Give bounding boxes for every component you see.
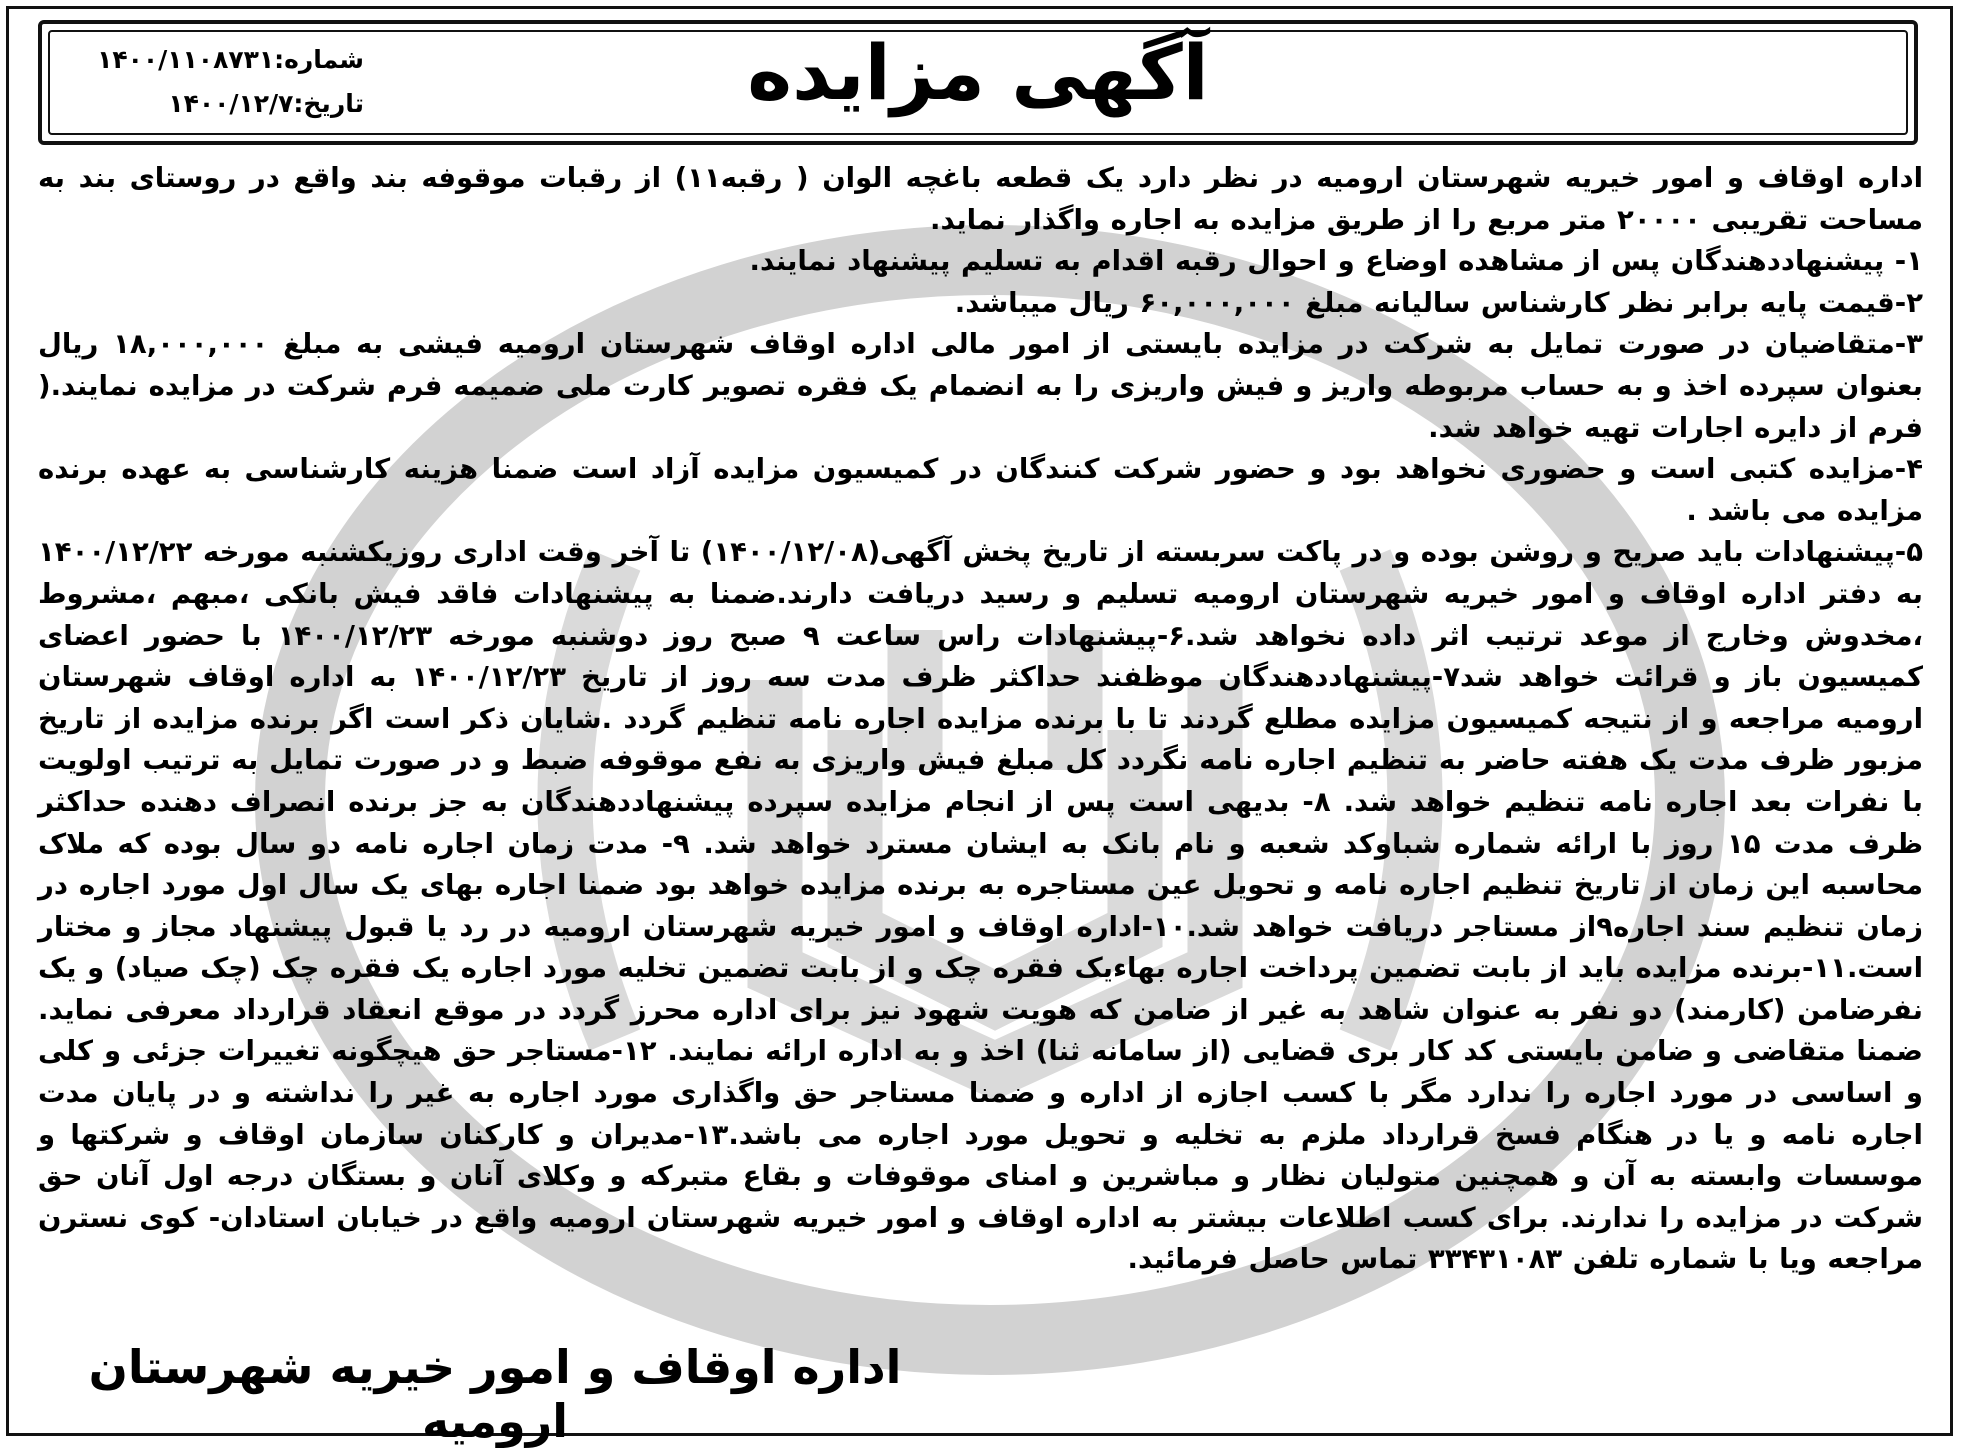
paragraph-2: ۲-قیمت پایه برابر نظر کارشناس سالیانه مبلغ ۶۰,۰۰۰,۰۰۰ ریال میباشد. [954, 286, 1923, 319]
paragraph-intro: اداره اوقاف و امور خیریه شهرستان ارومیه در نظر دارد یک قطعه باغچه الوان ( رقبه۱۱) از رقبات موقوفه بند واقع در روستای بند به مساحت تقریبی ۲۰۰۰۰ متر مربع را از طریق مزایده به اجاره واگذار نماید. [38, 162, 1923, 236]
reference-date: تاریخ:۱۴۰۰/۱۲/۷ [168, 89, 364, 118]
announcement-body [38, 158, 1923, 1281]
paragraph-3: ۳-متقاضیان در صورت تمایل به شرکت در مزایده بایستی از امور مالی اداره اوقاف شهرستان ارومیه فیشی به مبلغ ۱۸,۰۰۰,۰۰۰ ریال بعنوان سپرده اخذ و به حساب مربوطه واریز و فیش واریزی را به انضمام یک فقره تصویر کارت ملی ضمیمه فرم شرکت در مزایده نمایند.( فرم از دایره اجارات تهیه خواهد شد. [38, 328, 1923, 444]
reference-info [64, 38, 364, 126]
paragraph-5-to-13: ۵-پیشنهادات باید صریح و روشن بوده و در پاکت سربسته از تاریخ پخش آگهی(۱۴۰۰/۱۲/۰۸) تا آخر وقت اداری روزیکشنبه مورخه ۱۴۰۰/۱۲/۲۲ به دفتر اداره اوقاف و امور خیریه شهرستان ارومیه تسلیم و رسید دریافت دارند.ضمنا به پیشنهادات فاقد فیش بانکی ،مبهم ،مشروط ،مخدوش وخارج از موعد ترتیب اثر داده نخواهد شد.۶-پیشنهادات راس ساعت ۹ صبح روز دوشنبه مورخه ۱۴۰۰/۱۲/۲۳ با حضور اعضای کمیسیون باز و قرائت خواهد شد۷-پیشنهاددهندگان موظفند حداکثر ظرف مدت سه روز از تاریخ ۱۴۰۰/۱۲/۲۳ به اداره اوقاف شهرستان ارومیه مراجعه و از نتیجه کمیسیون مزایده مطلع گردند تا با برنده مزایده اجاره نامه تنظیم گردد .شایان ذکر است اگر برنده مزایده از تاریخ مزبور ظرف مدت یک هفته حاضر به تنظیم اجاره نامه نگردد کل مبلغ فیش واریزی به نفع موقوفه ضبط و در صورت تمایل به ترتیب اولویت با نفرات بعد اجاره نامه تنظیم خواهد شد. ۸- بدیهی است پس از انجام مزایده سپرده پیشنهاددهندگان به جز برنده انصراف دهنده حداکثر ظرف مدت ۱۵ روز با ارائه شماره شباوکد شعبه و نام بانک به ایشان مسترد خواهد شد. ۹- مدت زمان اجاره نامه دو سال بوده که ملاک محاسبه این زمان از تاریخ تنظیم اجاره نامه و تحویل عین مستاجره به برنده مزایده خواهد بود ضمنا اجاره بهای یک سال اول مورد اجاره در زمان تنظیم سند اجاره۹از مستاجر دریافت خواهد شد.۱۰-اداره اوقاف و امور خیریه شهرستان ارومیه در رد یا قبول پیشنهاد مجاز و مختار است.۱۱-برنده مزایده باید از بابت تضمین پرداخت اجاره بهاءیک فقره چک و از بابت تضمین تخلیه مورد اجاره یک فقره چک (چک صیاد) و یک نفرضامن (کارمند) دو نفر به عنوان شاهد به غیر از ضامن که هویت شهود نیز برای اداره محرز گردد در موقع انعقاد قرارداد معرفی نماید. ضمنا متقاضی و ضامن بایستی کد کار بری قضایی (از سامانه ثنا) اخذ و به اداره ارائه نمایند. ۱۲-مستاجر حق هیچگونه تغییرات جزئی و کلی و اساسی در مورد اجاره را ندارد مگر با کسب اجازه از اداره و ضمنا مستاجر حق واگذاری مورد اجاره به غیر را نداشته و در پایان مدت اجاره نامه و یا در هنگام فسخ قرارداد ملزم به تخلیه و تحویل مورد اجاره می باشد.۱۳-مدیران و کارکنان سازمان اوقاف و شرکتها و موسسات وابسته به آن و همچنین متولیان نظار و مباشرین و امنای موقوفات و بقاع متبرکه و وکلای آنان و بستگان درجه اول آنان حق شرکت در مزایده را ندارند. برای کسب اطلاعات بیشتر به اداره اوقاف و امور خیریه شهرستان ارومیه واقع در خیابان استادان- کوی نسترن مراجعه ویا با شماره تلفن ۳۳۴۳۱۰۸۳ تماس حاصل فرمائید. [38, 536, 1924, 1276]
header-box [38, 20, 1918, 145]
signature-line: اداره اوقاف و امور خیریه شهرستان ارومیه [88, 1340, 902, 1448]
paragraph-4: ۴-مزایده کتبی است و حضوری نخواهد بود و حضور شرکت کنندگان در کمیسیون مزایده آزاد است ضمنا هزینه کارشناسی به عهده برنده مزایده می باشد . [38, 453, 1923, 527]
paragraph-1: ۱- پیشنهاددهندگان پس از مشاهده اوضاع و احوال رقبه اقدام به تسلیم پیشنهاد نمایند. [749, 245, 1923, 278]
page-title: آگهی مزایده [747, 28, 1209, 117]
reference-number: شماره:۱۴۰۰/۱۱۰۸۷۳۱ [97, 45, 364, 74]
